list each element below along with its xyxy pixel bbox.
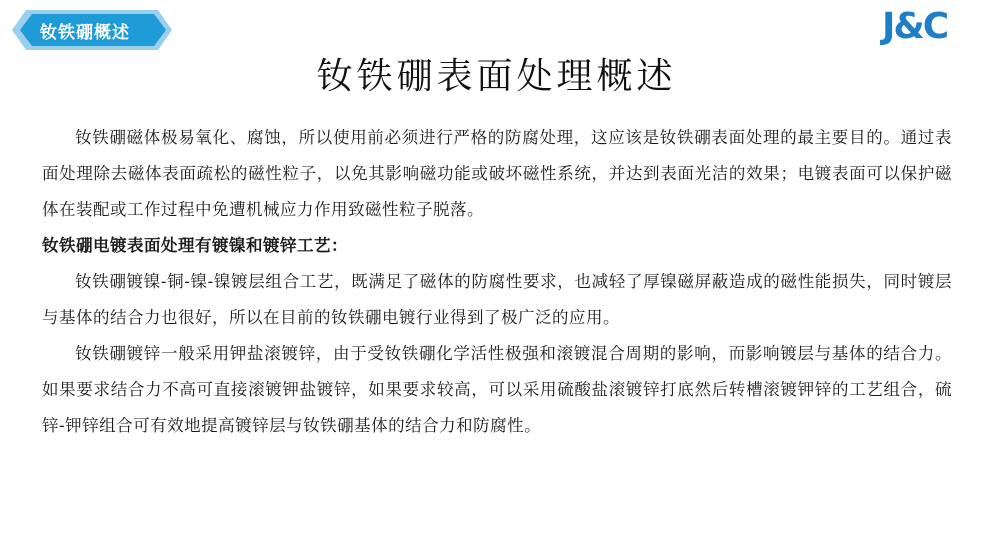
logo-text: J&C bbox=[882, 6, 948, 47]
content-body bbox=[42, 120, 952, 444]
company-logo bbox=[882, 6, 947, 47]
page-title: 钕铁硼表面处理概述 bbox=[316, 56, 677, 97]
subheading: 钕铁硼电镀表面处理有镀镍和镀锌工艺： bbox=[42, 236, 348, 255]
paragraph-nickel: 钕铁硼镀镍-铜-镍-镍镀层组合工艺，既满足了磁体的防腐性要求，也减轻了厚镍磁屏蔽造成的磁性能损失，同时镀层与基体的结合力也很好，所以在目前的钕铁硼电镀行业得到了极广泛的应用。 bbox=[42, 272, 952, 327]
section-tag-label: 钕铁硼概述 bbox=[40, 23, 130, 43]
section-tag bbox=[12, 8, 174, 52]
paragraph-zinc: 钕铁硼镀锌一般采用钾盐滚镀锌，由于受钕铁硼化学活性极强和滚镀混合周期的影响，而影响镀层与基体的结合力。如果要求结合力不高可直接滚镀钾盐镀锌，如果要求较高，可以采用硫酸盐滚镀锌打底然后转槽滚镀钾锌的工艺组合，硫锌-钾锌组合可有效地提高镀锌层与钕铁硼基体的结合力和防腐性。 bbox=[42, 344, 952, 435]
paragraph-intro: 钕铁硼磁体极易氧化、腐蚀，所以使用前必须进行严格的防腐处理，这应该是钕铁硼表面处理的最主要目的。通过表面处理除去磁体表面疏松的磁性粒子，以免其影响磁功能或破坏磁性系统，并达到表面光洁的效果；电镀表面可以保护磁体在装配或工作过程中免遭机械应力作用致磁性粒子脱落。 bbox=[42, 128, 952, 219]
